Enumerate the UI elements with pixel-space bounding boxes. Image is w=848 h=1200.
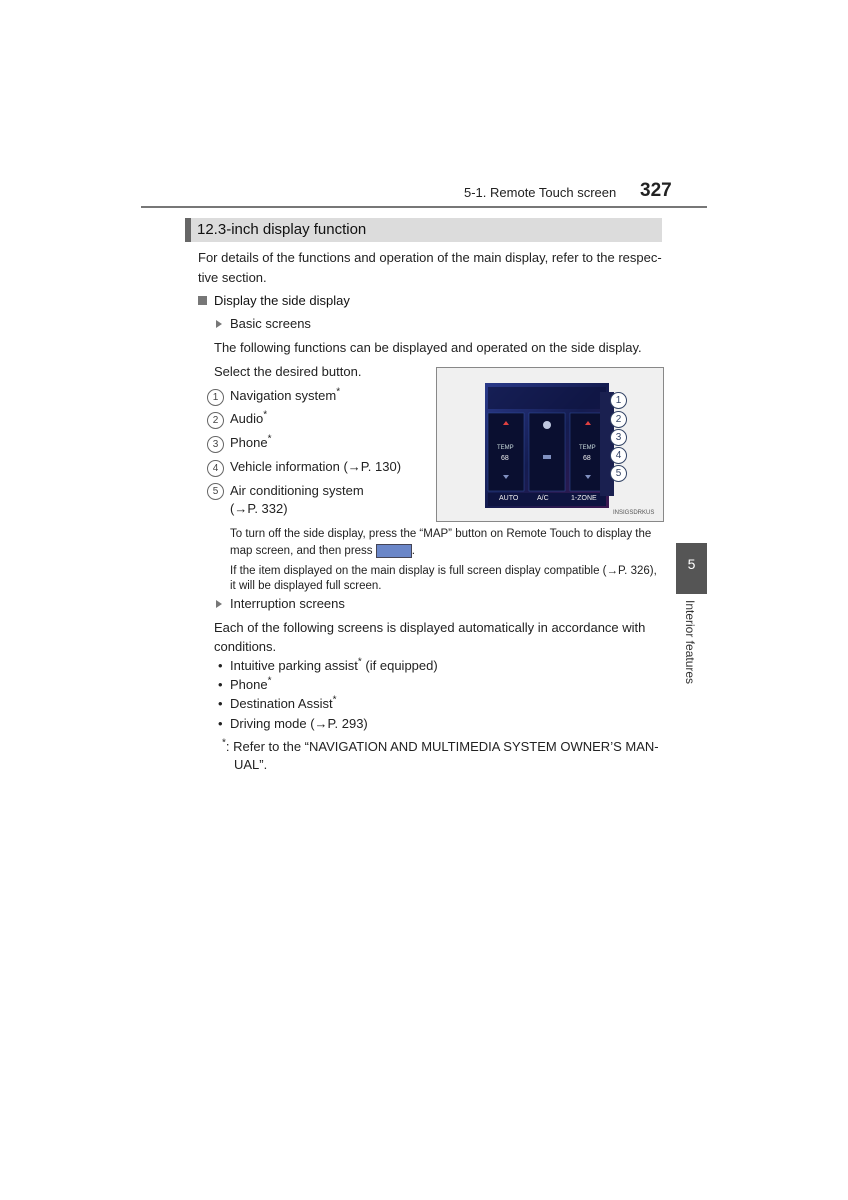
callout-number-5: 5 [207,483,224,500]
side-display-screen [485,383,609,508]
triangle-bullet-icon [216,320,222,328]
callout-number-1: 1 [207,389,224,406]
page-number: 327 [640,180,672,201]
basic-para-2: Select the desired button. [214,364,362,379]
list-item: Air conditioning system [230,483,364,498]
list-item-ref: (→P. 332) [230,501,288,516]
header-section: 5-1. Remote Touch screen [464,185,617,200]
header-rule [141,206,707,208]
chapter-label: Interior features [683,600,697,685]
figure-callout-2: 2 [610,411,627,428]
chapter-tab: 5 [676,543,707,594]
figure-callout-3: 3 [610,429,627,446]
section-title: 12.3-inch display function [197,221,367,238]
list-item: Audio* [230,409,268,426]
bullet-dot: • [218,696,223,711]
figure-callout-4: 4 [610,447,627,464]
triangle-bullet-icon [216,600,222,608]
intro-line-2: tive section. [198,270,267,285]
bullet-dot: • [218,677,223,692]
side-icon-strip [600,392,614,496]
footnote-line-1: *: Refer to the “NAVIGATION AND MULTIMEDIA SYSTEM OWNER’S MAN- [222,737,659,754]
intro-line-1: For details of the functions and operation of the main display, refer to the respec- [198,250,662,265]
list-item: Driving mode (→P. 293) [230,716,368,731]
figure-code: INSIGSDRKUS [613,510,655,516]
side-display-button-icon [376,544,412,558]
ac-label: A/C [537,495,549,502]
interruption-para-2: conditions. [214,639,277,654]
temp-label-left: TEMP [497,445,514,451]
list-item: Intuitive parking assist* (if equipped) [230,656,438,673]
note-1-line-2: map screen, and then press . [230,545,415,558]
section-title-accent [185,218,191,242]
callout-number-2: 2 [207,412,224,429]
side-display-figure [436,367,664,522]
list-item: Vehicle information (→P. 130) [230,459,402,474]
list-item: Phone* [230,433,272,450]
note-1-line-1: To turn off the side display, press the “MAP” button on Remote Touch to display the [230,528,652,540]
subheading-side-display: Display the side display [214,293,350,308]
temp-label-right: TEMP [579,445,596,451]
callout-number-4: 4 [207,460,224,477]
auto-label: AUTO [499,495,519,502]
bullet-dot: • [218,716,223,731]
note-2-line-2: it will be displayed full screen. [230,580,382,592]
note-2-line-1: If the item displayed on the main display is full screen display compatible (→P. 326), [230,565,657,577]
callout-number-3: 3 [207,436,224,453]
footnote-line-2: UAL”. [234,757,268,772]
list-item: Destination Assist* [230,694,337,711]
square-bullet-icon [198,296,207,305]
temp-value-right: 68 [583,455,591,462]
interruption-heading: Interruption screens [230,596,345,611]
temp-value-left: 68 [501,455,509,462]
zone-label: 1-ZONE [571,495,597,502]
basic-para-1: The following functions can be displayed and operated on the side display. [214,340,642,355]
bullet-dot: • [218,658,223,673]
basic-screens-heading: Basic screens [230,316,311,331]
list-item: Phone* [230,675,272,692]
interruption-para-1: Each of the following screens is displayed automatically in accordance with [214,620,646,635]
figure-callout-1: 1 [610,392,627,409]
figure-callout-5: 5 [610,465,627,482]
list-item: Navigation system* [230,386,341,403]
